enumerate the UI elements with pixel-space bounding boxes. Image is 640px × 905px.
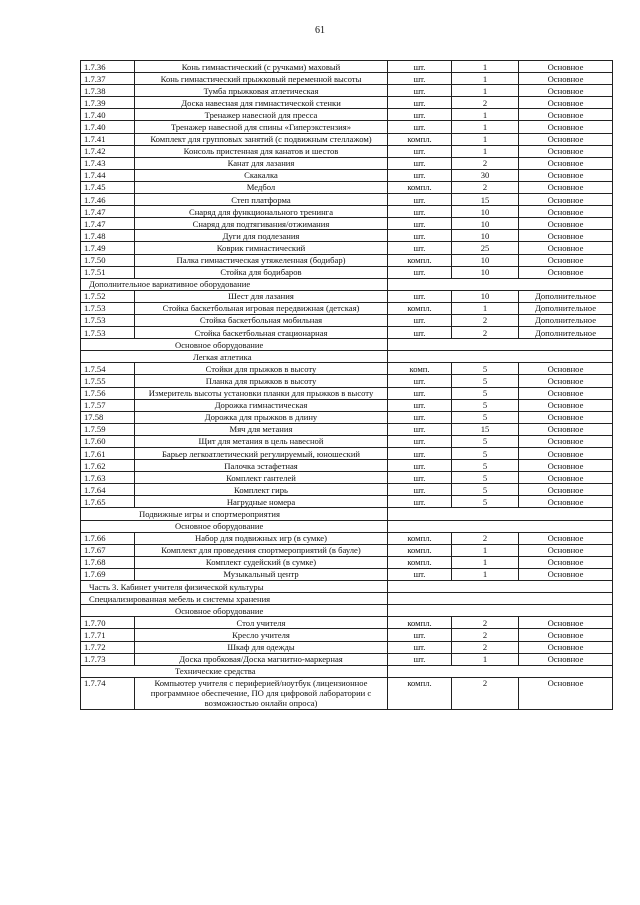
item-category: Основное <box>519 169 613 181</box>
item-category: Основное <box>519 85 613 97</box>
item-number: 1.7.47 <box>81 206 135 218</box>
item-name: Комплект гантелей <box>135 472 388 484</box>
item-category: Основное <box>519 254 613 266</box>
table-row <box>81 423 613 435</box>
page-number: 61 <box>315 25 325 36</box>
table-row <box>81 73 613 85</box>
item-quantity: 1 <box>452 121 519 133</box>
item-category: Основное <box>519 496 613 508</box>
item-quantity: 1 <box>452 109 519 121</box>
item-category: Основное <box>519 448 613 460</box>
item-name: Стойка баскетбольная мобильная <box>135 314 388 326</box>
item-name: Барьер легкоатлетический регулируемый, юношеский <box>135 448 388 460</box>
item-quantity: 1 <box>452 85 519 97</box>
item-number: 1.7.49 <box>81 242 135 254</box>
item-quantity: 2 <box>452 617 519 629</box>
item-unit: шт. <box>388 472 452 484</box>
item-name: Доска навесная для гимнастической стенки <box>135 97 388 109</box>
item-quantity: 1 <box>452 73 519 85</box>
item-category: Основное <box>519 230 613 242</box>
item-name: Консоль пристенная для канатов и шестов <box>135 145 388 157</box>
item-unit: шт. <box>388 121 452 133</box>
section-title: Основное оборудование <box>81 339 388 351</box>
item-category: Основное <box>519 121 613 133</box>
table-row <box>81 617 613 629</box>
item-unit: шт. <box>388 157 452 169</box>
item-quantity: 5 <box>452 472 519 484</box>
table-row <box>81 181 613 193</box>
item-number: 1.7.40 <box>81 121 135 133</box>
item-quantity: 10 <box>452 218 519 230</box>
item-category: Основное <box>519 544 613 556</box>
item-name: Измеритель высоты установки планки для прыжков в высоту <box>135 387 388 399</box>
item-category: Основное <box>519 242 613 254</box>
item-number: 1.7.64 <box>81 484 135 496</box>
item-quantity: 5 <box>452 399 519 411</box>
item-number: 1.7.37 <box>81 73 135 85</box>
item-unit: шт. <box>388 629 452 641</box>
item-category: Основное <box>519 387 613 399</box>
item-name: Медбол <box>135 181 388 193</box>
item-quantity: 5 <box>452 448 519 460</box>
item-name: Шкаф для одежды <box>135 641 388 653</box>
table-row <box>81 145 613 157</box>
item-quantity: 2 <box>452 181 519 193</box>
section-title: Дополнительное вариативное оборудование <box>81 278 388 290</box>
item-quantity: 2 <box>452 677 519 709</box>
table-row <box>81 653 613 665</box>
section-empty-cell <box>388 665 613 677</box>
item-number: 1.7.38 <box>81 85 135 97</box>
item-unit: шт. <box>388 97 452 109</box>
section-empty-cell <box>388 351 613 363</box>
item-quantity: 1 <box>452 544 519 556</box>
item-number: 1.7.43 <box>81 157 135 169</box>
item-number: 1.7.63 <box>81 472 135 484</box>
item-name: Стойки для прыжков в высоту <box>135 363 388 375</box>
item-unit: шт. <box>388 448 452 460</box>
item-number: 1.7.47 <box>81 218 135 230</box>
item-number: 1.7.57 <box>81 399 135 411</box>
item-number: 1.7.42 <box>81 145 135 157</box>
item-unit: компл. <box>388 254 452 266</box>
item-quantity: 5 <box>452 363 519 375</box>
item-number: 17.58 <box>81 411 135 423</box>
item-unit: шт. <box>388 218 452 230</box>
item-unit: шт. <box>388 194 452 206</box>
table-row <box>81 194 613 206</box>
equipment-table-body <box>81 61 613 710</box>
item-unit: шт. <box>388 399 452 411</box>
item-name: Доска пробковая/Доска магнитно-маркерная <box>135 653 388 665</box>
item-name: Тренажер навесной для спины «Гиперэкстензия» <box>135 121 388 133</box>
item-name: Палка гимнастическая утяжеленная (бодибар) <box>135 254 388 266</box>
item-name: Шест для лазания <box>135 290 388 302</box>
item-name: Степ платформа <box>135 194 388 206</box>
item-unit: шт. <box>388 375 452 387</box>
table-row <box>81 472 613 484</box>
item-unit: шт. <box>388 242 452 254</box>
item-quantity: 5 <box>452 484 519 496</box>
item-unit: шт. <box>388 61 452 73</box>
section-empty-cell <box>388 593 613 605</box>
item-quantity: 1 <box>452 653 519 665</box>
item-category: Дополнительное <box>519 314 613 326</box>
item-number: 1.7.62 <box>81 460 135 472</box>
table-row <box>81 290 613 302</box>
table-row <box>81 363 613 375</box>
item-category: Основное <box>519 266 613 278</box>
table-row <box>81 641 613 653</box>
item-category: Основное <box>519 61 613 73</box>
table-row <box>81 97 613 109</box>
item-name: Комплект судейский (в сумке) <box>135 556 388 568</box>
table-row <box>81 254 613 266</box>
item-number: 1.7.70 <box>81 617 135 629</box>
item-name: Щит для метания в цель навесной <box>135 435 388 447</box>
item-unit: компл. <box>388 556 452 568</box>
item-number: 1.7.53 <box>81 302 135 314</box>
item-category: Основное <box>519 194 613 206</box>
item-number: 1.7.69 <box>81 568 135 580</box>
item-unit: шт. <box>388 423 452 435</box>
item-name: Музыкальный центр <box>135 568 388 580</box>
item-quantity: 15 <box>452 194 519 206</box>
item-category: Основное <box>519 206 613 218</box>
section-empty-cell <box>388 508 613 520</box>
item-number: 1.7.51 <box>81 266 135 278</box>
item-quantity: 10 <box>452 290 519 302</box>
item-category: Основное <box>519 375 613 387</box>
table-row <box>81 375 613 387</box>
item-category: Основное <box>519 181 613 193</box>
table-row <box>81 484 613 496</box>
item-unit: компл. <box>388 133 452 145</box>
item-name: Компьютер учителя с периферией/ноутбук (лицензионное программное обеспечение, ПО для цифровой лаборатории с возможностью онлайн опроса) <box>135 677 388 709</box>
item-name: Стойка для бодибаров <box>135 266 388 278</box>
item-name: Дорожка гимнастическая <box>135 399 388 411</box>
item-category: Основное <box>519 97 613 109</box>
item-name: Конь гимнастический прыжковый переменной высоты <box>135 73 388 85</box>
table-row <box>81 230 613 242</box>
item-name: Комплект для групповых занятий (с подвижным стеллажом) <box>135 133 388 145</box>
item-number: 1.7.67 <box>81 544 135 556</box>
table-row <box>81 411 613 423</box>
item-unit: шт. <box>388 314 452 326</box>
item-unit: шт. <box>388 484 452 496</box>
item-unit: шт. <box>388 496 452 508</box>
item-unit: шт. <box>388 85 452 97</box>
item-category: Основное <box>519 133 613 145</box>
item-unit: компл. <box>388 302 452 314</box>
section-title: Часть 3. Кабинет учителя физической культуры <box>81 581 388 593</box>
item-name: Комплект для проведения спортмероприятий (в бауле) <box>135 544 388 556</box>
section-empty-cell <box>388 605 613 617</box>
item-name: Коврик гимнастический <box>135 242 388 254</box>
item-quantity: 2 <box>452 629 519 641</box>
item-name: Конь гимнастический (с ручками) маховый <box>135 61 388 73</box>
item-quantity: 1 <box>452 145 519 157</box>
item-unit: шт. <box>388 206 452 218</box>
section-title: Основное оборудование <box>81 605 388 617</box>
item-unit: шт. <box>388 109 452 121</box>
item-category: Основное <box>519 411 613 423</box>
item-category: Основное <box>519 484 613 496</box>
table-row <box>81 496 613 508</box>
table-row <box>81 399 613 411</box>
item-unit: комп. <box>388 363 452 375</box>
item-number: 1.7.61 <box>81 448 135 460</box>
item-quantity: 2 <box>452 157 519 169</box>
item-quantity: 5 <box>452 375 519 387</box>
item-category: Дополнительное <box>519 302 613 314</box>
item-unit: компл. <box>388 617 452 629</box>
table-row <box>81 157 613 169</box>
item-category: Основное <box>519 472 613 484</box>
table-row <box>81 302 613 314</box>
item-name: Канат для лазания <box>135 157 388 169</box>
section-title: Основное оборудование <box>81 520 388 532</box>
item-quantity: 10 <box>452 266 519 278</box>
item-name: Мяч для метания <box>135 423 388 435</box>
item-quantity: 30 <box>452 169 519 181</box>
section-row <box>81 520 613 532</box>
item-number: 1.7.41 <box>81 133 135 145</box>
item-category: Основное <box>519 617 613 629</box>
item-name: Комплект гирь <box>135 484 388 496</box>
table-row <box>81 544 613 556</box>
item-number: 1.7.46 <box>81 194 135 206</box>
item-quantity: 10 <box>452 206 519 218</box>
section-row <box>81 593 613 605</box>
section-row <box>81 278 613 290</box>
section-title: Легкая атлетика <box>81 351 388 363</box>
item-unit: шт. <box>388 460 452 472</box>
item-category: Основное <box>519 435 613 447</box>
item-number: 1.7.36 <box>81 61 135 73</box>
item-number: 1.7.73 <box>81 653 135 665</box>
item-category: Основное <box>519 423 613 435</box>
item-number: 1.7.65 <box>81 496 135 508</box>
table-row <box>81 218 613 230</box>
equipment-table <box>80 60 613 710</box>
item-quantity: 5 <box>452 460 519 472</box>
item-unit: шт. <box>388 641 452 653</box>
item-quantity: 25 <box>452 242 519 254</box>
item-unit: шт. <box>388 327 452 339</box>
item-number: 1.7.40 <box>81 109 135 121</box>
item-category: Основное <box>519 460 613 472</box>
item-name: Стойка баскетбольная игровая передвижная (детская) <box>135 302 388 314</box>
item-quantity: 2 <box>452 532 519 544</box>
section-empty-cell <box>388 339 613 351</box>
item-name: Скакалка <box>135 169 388 181</box>
table-row <box>81 448 613 460</box>
item-name: Нагрудные номера <box>135 496 388 508</box>
item-name: Стойка баскетбольная стационарная <box>135 327 388 339</box>
item-quantity: 15 <box>452 423 519 435</box>
item-quantity: 1 <box>452 61 519 73</box>
section-title: Специализированная мебель и системы хранения <box>81 593 388 605</box>
item-quantity: 10 <box>452 230 519 242</box>
table-row <box>81 677 613 709</box>
item-category: Основное <box>519 532 613 544</box>
item-number: 1.7.60 <box>81 435 135 447</box>
item-name: Дорожка для прыжков в длину <box>135 411 388 423</box>
item-unit: компл. <box>388 181 452 193</box>
table-row <box>81 568 613 580</box>
item-name: Снаряд для функционального тренинга <box>135 206 388 218</box>
section-row <box>81 339 613 351</box>
table-row <box>81 387 613 399</box>
item-category: Основное <box>519 145 613 157</box>
section-row <box>81 581 613 593</box>
section-row <box>81 351 613 363</box>
table-row <box>81 556 613 568</box>
item-name: Стол учителя <box>135 617 388 629</box>
item-category: Основное <box>519 568 613 580</box>
section-row <box>81 605 613 617</box>
item-category: Основное <box>519 73 613 85</box>
item-name: Снаряд для подтягивания/отжимания <box>135 218 388 230</box>
item-unit: шт. <box>388 230 452 242</box>
item-number: 1.7.54 <box>81 363 135 375</box>
item-number: 1.7.56 <box>81 387 135 399</box>
item-quantity: 1 <box>452 556 519 568</box>
section-title: Подвижные игры и спортмероприятия <box>81 508 388 520</box>
item-number: 1.7.52 <box>81 290 135 302</box>
item-unit: компл. <box>388 544 452 556</box>
item-number: 1.7.44 <box>81 169 135 181</box>
table-row <box>81 169 613 181</box>
item-number: 1.7.71 <box>81 629 135 641</box>
section-row <box>81 665 613 677</box>
item-unit: шт. <box>388 568 452 580</box>
item-quantity: 2 <box>452 97 519 109</box>
item-unit: компл. <box>388 532 452 544</box>
item-category: Основное <box>519 218 613 230</box>
item-name: Палочка эстафетная <box>135 460 388 472</box>
table-row <box>81 314 613 326</box>
item-number: 1.7.55 <box>81 375 135 387</box>
item-name: Тумба прыжковая атлетическая <box>135 85 388 97</box>
item-number: 1.7.53 <box>81 314 135 326</box>
item-quantity: 10 <box>452 254 519 266</box>
item-quantity: 5 <box>452 411 519 423</box>
section-row <box>81 508 613 520</box>
section-empty-cell <box>388 581 613 593</box>
item-category: Основное <box>519 556 613 568</box>
item-quantity: 2 <box>452 641 519 653</box>
item-unit: шт. <box>388 266 452 278</box>
item-quantity: 1 <box>452 568 519 580</box>
item-category: Основное <box>519 677 613 709</box>
item-unit: шт. <box>388 169 452 181</box>
table-row <box>81 109 613 121</box>
table-row <box>81 460 613 472</box>
table-row <box>81 133 613 145</box>
item-unit: шт. <box>388 290 452 302</box>
table-row <box>81 629 613 641</box>
item-unit: компл. <box>388 677 452 709</box>
item-unit: шт. <box>388 653 452 665</box>
item-name: Набор для подвижных игр (в сумке) <box>135 532 388 544</box>
item-category: Дополнительное <box>519 327 613 339</box>
item-category: Дополнительное <box>519 290 613 302</box>
item-unit: шт. <box>388 435 452 447</box>
item-number: 1.7.66 <box>81 532 135 544</box>
item-number: 1.7.45 <box>81 181 135 193</box>
table-row <box>81 61 613 73</box>
table-row <box>81 266 613 278</box>
item-number: 1.7.68 <box>81 556 135 568</box>
item-unit: шт. <box>388 145 452 157</box>
item-category: Основное <box>519 363 613 375</box>
item-number: 1.7.53 <box>81 327 135 339</box>
table-row <box>81 327 613 339</box>
section-empty-cell <box>388 520 613 532</box>
item-quantity: 1 <box>452 133 519 145</box>
item-category: Основное <box>519 653 613 665</box>
item-quantity: 5 <box>452 435 519 447</box>
item-number: 1.7.59 <box>81 423 135 435</box>
item-name: Планка для прыжков в высоту <box>135 375 388 387</box>
item-number: 1.7.74 <box>81 677 135 709</box>
item-number: 1.7.50 <box>81 254 135 266</box>
item-category: Основное <box>519 399 613 411</box>
item-quantity: 2 <box>452 327 519 339</box>
item-name: Тренажер навесной для пресса <box>135 109 388 121</box>
table-row <box>81 242 613 254</box>
item-quantity: 1 <box>452 302 519 314</box>
item-quantity: 5 <box>452 496 519 508</box>
item-category: Основное <box>519 641 613 653</box>
item-number: 1.7.72 <box>81 641 135 653</box>
item-unit: шт. <box>388 73 452 85</box>
item-name: Дуги для подлезания <box>135 230 388 242</box>
table-row <box>81 206 613 218</box>
item-number: 1.7.39 <box>81 97 135 109</box>
item-category: Основное <box>519 109 613 121</box>
table-row <box>81 85 613 97</box>
table-row <box>81 435 613 447</box>
item-number: 1.7.48 <box>81 230 135 242</box>
item-unit: шт. <box>388 387 452 399</box>
section-title: Технические средства <box>81 665 388 677</box>
table-row <box>81 121 613 133</box>
table-row <box>81 532 613 544</box>
item-unit: шт. <box>388 411 452 423</box>
item-quantity: 2 <box>452 314 519 326</box>
item-category: Основное <box>519 157 613 169</box>
item-name: Кресло учителя <box>135 629 388 641</box>
section-empty-cell <box>388 278 613 290</box>
item-category: Основное <box>519 629 613 641</box>
item-quantity: 5 <box>452 387 519 399</box>
